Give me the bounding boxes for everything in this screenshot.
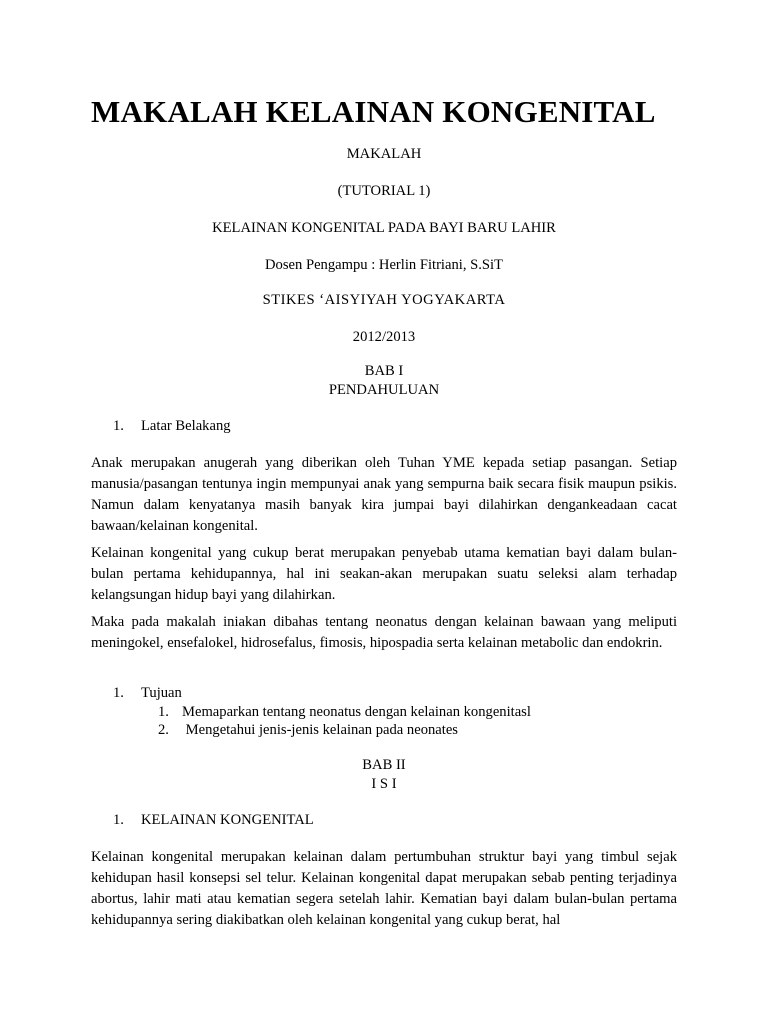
bab2-subheading: I S I (371, 776, 397, 792)
list-number: 1. (113, 418, 124, 434)
tujuan-sub-item-2 (158, 720, 458, 741)
list-label: KELAINAN KONGENITAL (141, 812, 314, 828)
cover-label: MAKALAH (346, 146, 422, 162)
bab2-heading: BAB II (362, 757, 406, 773)
list-label: Mengetahui jenis-jenis kelainan pada neonates (182, 722, 458, 738)
list-label: Latar Belakang (141, 418, 231, 434)
list-label: Memaparkan tentang neonatus dengan kelainan kongenitasl (182, 704, 531, 720)
document-title: MAKALAH KELAINAN KONGENITAL (91, 94, 656, 129)
bab1-paragraph-1: Anak merupakan anugerah yang diberikan oleh Tuhan YME kepada setiap pasangan. Setiap manusia/pasangan tentunya ingin mempunyai anak yang sempurna baik secara fisik maupun psikis. Namun dalam kenyatanya masih banyak kira jumpai bayi dilahirkan dengankeadaan cacat bawaan/kelainan kongenital. (91, 455, 677, 534)
list-number: 2. (158, 722, 169, 738)
bab1-paragraph-2: Kelainan kongenital yang cukup berat merupakan penyebab utama kematian bayi dalam bulan-bulan pertama kehidupannya, hal ini seakan-akan merupakan suatu seleksi alam terhadap kelangsungan hidup bayi yang dilahirkan. (91, 545, 677, 603)
bab1-subheading: PENDAHULUAN (328, 382, 440, 398)
bab1-paragraph-3: Maka pada makalah iniakan dibahas tentang neonatus dengan kelainan bawaan yang meliputi meningokel, ensefalokel, hidrosefalus, fimosis, hipospadia serta kelainan metabolic dan endokrin. (91, 614, 677, 651)
cover-lecturer: Dosen Pengampu : Herlin Fitriani, S.SiT (265, 257, 503, 273)
list-number: 1. (158, 704, 169, 720)
bab2-list-item-kelainan-kongenital (113, 810, 314, 831)
bab1-list-item-latar-belakang (113, 416, 231, 437)
list-number: 1. (113, 812, 124, 828)
cover-institution: STIKES ‘AISYIYAH YOGYAKARTA (262, 292, 506, 308)
bab1-heading: BAB I (364, 363, 404, 379)
bab1-list-item-tujuan (113, 683, 182, 704)
cover-tutorial: (TUTORIAL 1) (337, 183, 431, 199)
list-label: Tujuan (141, 685, 182, 701)
cover-year: 2012/2013 (352, 329, 416, 345)
bab2-paragraph-1: Kelainan kongenital merupakan kelainan dalam pertumbuhan struktur bayi yang timbul sejak kehidupan hasil konsepsi sel telur. Kelainan kongenital dapat merupakan sebab penting terjadinya abortus, lahir mati atau kematian segera setelah lahir. Kematian bayi dalam bulan-bulan pertama kehidupannya sering diakibatkan oleh kelainan kongenital yang cukup berat, hal (91, 849, 677, 928)
cover-subtitle: KELAINAN KONGENITAL PADA BAYI BARU LAHIR (212, 220, 556, 236)
list-number: 1. (113, 685, 124, 701)
